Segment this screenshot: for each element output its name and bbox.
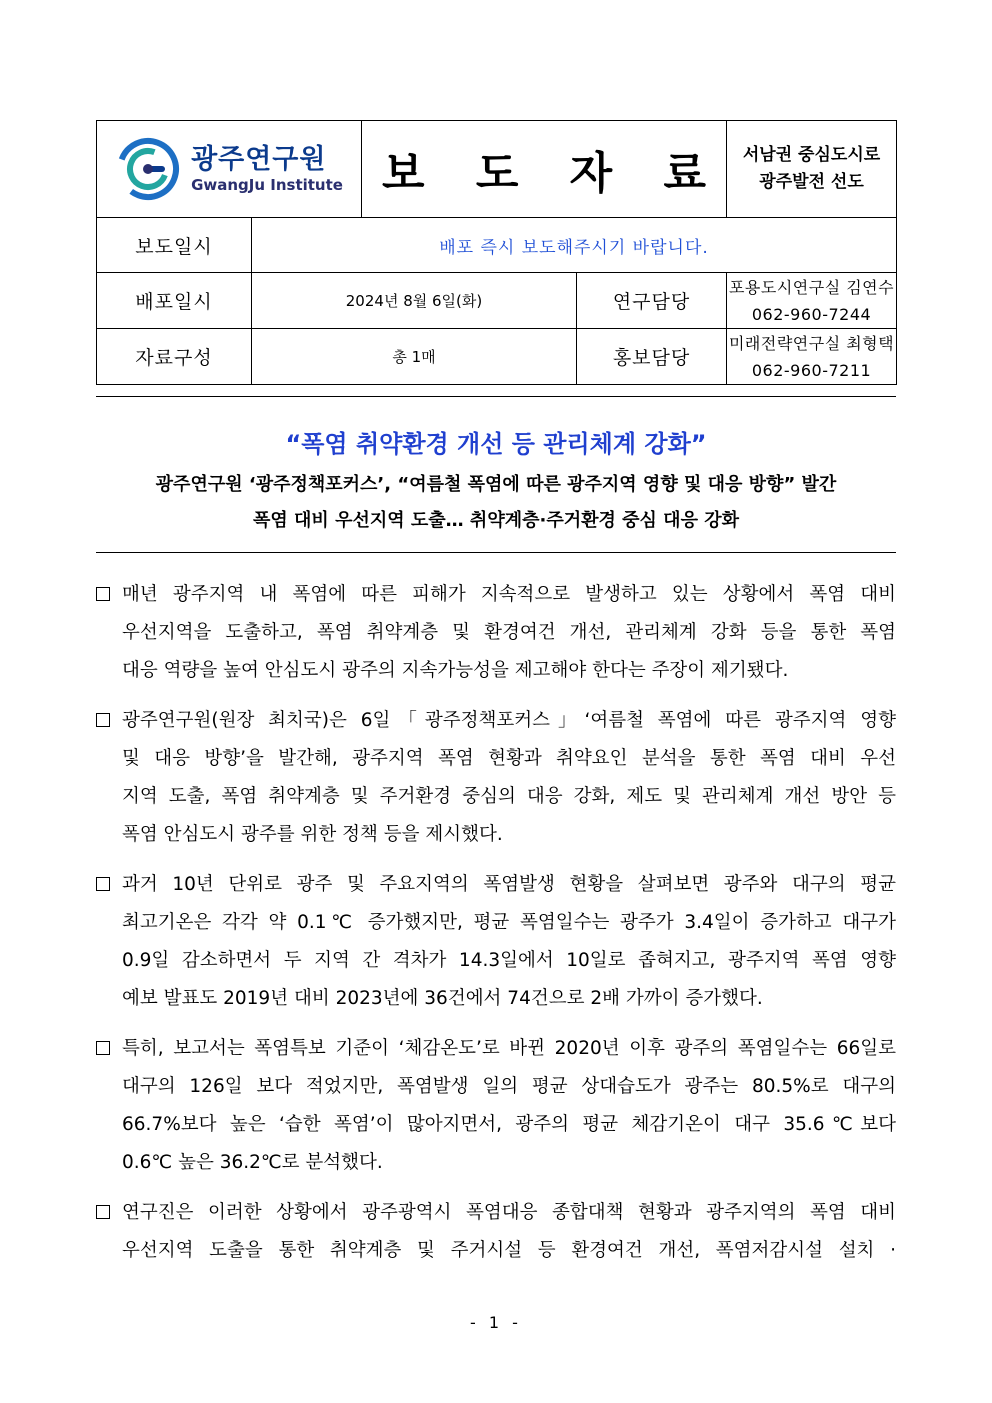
paragraph-line: 대구의 126일 보다 적었지만, 폭염발생 일의 평균 상대습도가 광주는 80.5%로 대구의	[122, 1076, 896, 1097]
paragraph-line: 특히, 보고서는 폭염특보 기준이 ‘체감온도’로 바뀐 2020년 이후 광주의 폭염일수는 66일로	[122, 1038, 896, 1059]
paragraph-line: 우선지역을 도출하고, 폭염 취약계층 및 환경여건 개선, 관리체계 강화 등을 통한 폭염	[122, 622, 896, 643]
report-date-value: 배포 즉시 보도해주시기 바랍니다.	[252, 218, 897, 273]
distribution-date-label: 배포일시	[97, 273, 252, 329]
subheadline-2: 폭염 대비 우선지역 도출… 취약계층·주거환경 중심 대응 강화	[252, 510, 739, 531]
paragraph-line: 우선지역 도출을 통한 취약계층 및 주거시설 등 환경여건 개선, 폭염저감시설 설치 ·	[122, 1240, 896, 1261]
checkbox-bullet-icon	[96, 587, 110, 601]
paragraph-line: 예보 발표도 2019년 대비 2023년에 36건에서 74건으로 2배 가까이 증가했다.	[122, 988, 763, 1009]
paragraph-line: 66.7%보다 높은 ‘습한 폭염’이 많아지면서, 광주의 평균 체감기온이 대구 35.6℃보다	[122, 1114, 896, 1135]
page-number: - 1 -	[470, 1313, 522, 1332]
checkbox-bullet-icon	[96, 1041, 110, 1055]
slogan-line-2: 광주발전 선도	[759, 172, 864, 192]
paragraph-3	[96, 866, 896, 1018]
distribution-date-value: 2024년 8월 6일(화)	[252, 273, 577, 329]
press-release-title: 보 도 자 료	[382, 148, 725, 199]
research-contact-phone: 062-960-7244	[751, 304, 872, 324]
gi-logo-icon	[115, 136, 181, 202]
paragraph-4	[96, 1030, 896, 1182]
paragraph-line: 광주연구원(원장 최치국)은 6일「광주정책포커스」‘여름철 폭염에 따른 광주지역 영향	[122, 710, 896, 731]
paragraph-1	[96, 576, 896, 690]
pr-contact-label: 홍보담당	[577, 329, 727, 385]
logo-english-text: GwangJu Institute	[191, 175, 343, 194]
paragraph-line: 과거 10년 단위로 광주 및 주요지역의 폭염발생 현황을 살펴보면 광주와 대구의 평균	[122, 874, 896, 895]
checkbox-bullet-icon	[96, 713, 110, 727]
checkbox-bullet-icon	[96, 877, 110, 891]
research-contact-name: 포용도시연구실 김연수	[728, 277, 895, 297]
pr-contact-phone: 062-960-7211	[751, 360, 872, 380]
paragraph-line: 폭염 안심도시 광주를 위한 정책 등을 제시했다.	[122, 824, 503, 845]
headline: “폭염 취약환경 개선 등 관리체계 강화”	[285, 430, 707, 458]
logo-cell	[97, 121, 362, 218]
press-title-cell	[362, 121, 727, 218]
pr-contact-cell	[727, 329, 897, 385]
pr-contact-name: 미래전략연구실 최형택	[728, 333, 895, 353]
press-header-table	[96, 120, 897, 385]
material-label: 자료구성	[97, 329, 252, 385]
paragraph-5	[96, 1194, 896, 1270]
slogan-line-1: 서남권 중심도시로	[742, 145, 881, 165]
subheadline-1: 광주연구원 ‘광주정책포커스’, “여름철 폭염에 따른 광주지역 영향 및 대응 방향” 발간	[155, 474, 837, 495]
paragraph-line: 최고기온은 각각 약 0.1℃ 증가했지만, 평균 폭염일수는 광주가 3.4일이 증가하고 대구가	[122, 912, 896, 933]
paragraph-line: 대응 역량을 높여 안심도시 광주의 지속가능성을 제고해야 한다는 주장이 제기됐다.	[122, 660, 789, 681]
paragraph-line: 매년 광주지역 내 폭염에 따른 피해가 지속적으로 발생하고 있는 상황에서 폭염 대비	[122, 584, 896, 605]
research-contact-cell	[727, 273, 897, 329]
paragraph-line: 연구진은 이러한 상황에서 광주광역시 폭염대응 종합대책 현황과 광주지역의 폭염 대비	[122, 1202, 896, 1223]
research-contact-label: 연구담당	[577, 273, 727, 329]
paragraph-line: 0.6℃ 높은 36.2℃로 분석했다.	[122, 1152, 383, 1173]
material-value: 총 1매	[252, 329, 577, 385]
report-date-label: 보도일시	[97, 218, 252, 273]
paragraph-2	[96, 702, 896, 854]
checkbox-bullet-icon	[96, 1205, 110, 1219]
paragraph-line: 및 대응 방향’을 발간해, 광주지역 폭염 현황과 취약요인 분석을 통한 폭염 대비 우선	[122, 748, 896, 769]
paragraph-line: 지역 도출, 폭염 취약계층 및 주거환경 중심의 대응 강화, 제도 및 관리체계 개선 방안 등	[122, 786, 896, 807]
paragraph-line: 0.9일 감소하면서 두 지역 간 격차가 14.3일에서 10일로 좁혀지고, 광주지역 폭염 영향	[122, 950, 896, 971]
divider-bottom	[96, 552, 896, 553]
slogan-cell	[727, 121, 897, 218]
gwangju-institute-logo	[97, 136, 361, 202]
divider-top	[96, 396, 896, 397]
logo-korean-text: 광주연구원	[191, 143, 327, 175]
